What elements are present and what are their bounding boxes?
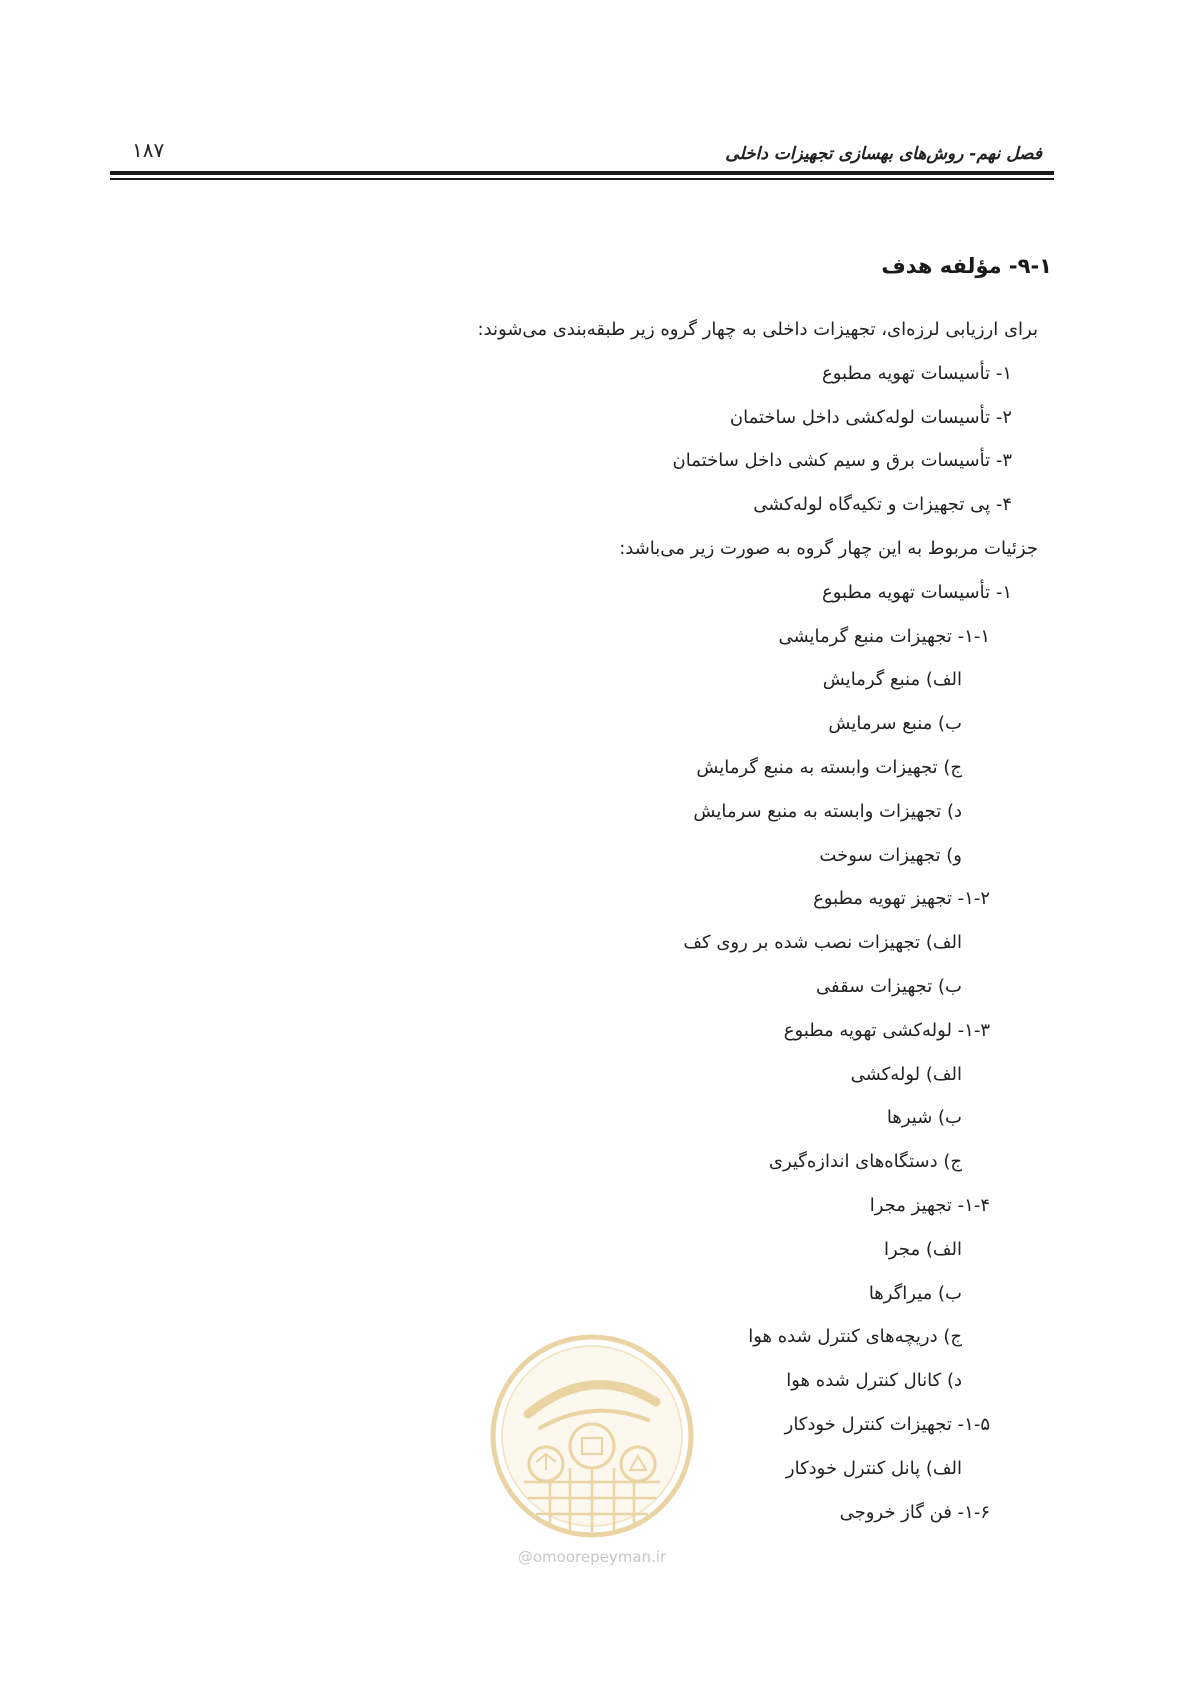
watermark-url: @omoorepeyman.ir (517, 1548, 667, 1566)
list-item: ۳- تأسیسات برق و سیم کشی داخل ساختمان (672, 450, 1012, 472)
sub-sub-list-item: ج) دستگاه‌های اندازه‌گیری (768, 1151, 962, 1173)
sub-sub-list-item: الف) مجرا (883, 1238, 962, 1260)
header-rule-thick (110, 171, 1054, 175)
sub-list-item: ۱-۴- تجهیز مجرا (869, 1195, 990, 1216)
sub-sub-list-item: ج) دریچه‌های کنترل شده هوا (748, 1326, 962, 1348)
header-rule-thin (110, 178, 1054, 180)
watermark (488, 1332, 696, 1572)
sub-sub-list-item: ب) منبع سرمایش (828, 713, 962, 735)
sub-sub-list-item: د) تجهیزات وابسته به منبع سرمایش (693, 800, 962, 822)
sub-sub-list-item: الف) تجهیزات نصب شده بر روی کف (683, 932, 962, 954)
sub-sub-list-item: ب) میراگرها (868, 1282, 962, 1304)
list-item: ۱- تأسیسات تهویه مطبوع (822, 362, 1012, 384)
sub-list-item: ۱-۵- تجهیزات کنترل خودکار (784, 1414, 990, 1435)
section-heading: ۹-۱- مؤلفه هدف (881, 254, 1052, 278)
paragraph-line: جزئیات مربوط به این چهار گروه به صورت زیر می‌باشد: (619, 538, 1038, 559)
sub-sub-list-item: الف) منبع گرمایش (822, 669, 962, 691)
list-item: ۲- تأسیسات لوله‌کشی داخل ساختمان (729, 406, 1012, 428)
watermark-logo-icon (488, 1332, 696, 1540)
sub-list-item: ۱-۲- تجهیز تهویه مطبوع (813, 888, 990, 910)
list-item: ۱- تأسیسات تهویه مطبوع (822, 581, 1012, 603)
paragraph-line: برای ارزیابی لرزه‌ای، تجهیزات داخلی به چهار گروه زیر طبقه‌بندی می‌شوند: (477, 319, 1038, 340)
sub-sub-list-item: د) کانال کنترل شده هوا (786, 1370, 962, 1392)
running-header: فصل نهم- روش‌های بهسازی تجهیزات داخلی (725, 144, 1042, 164)
sub-sub-list-item: الف) پانل کنترل خودکار (785, 1457, 962, 1479)
page-number: ۱۸۷ (132, 138, 165, 162)
sub-list-item: ۱-۳- لوله‌کشی تهویه مطبوع (783, 1019, 990, 1041)
sub-sub-list-item: ج) تجهیزات وابسته به منبع گرمایش (696, 757, 962, 778)
sub-sub-list-item: ب) شیرها (886, 1107, 962, 1129)
sub-sub-list-item: ب) تجهیزات سقفی (816, 976, 962, 997)
list-item: ۴- پی تجهیزات و تکیه‌گاه لوله‌کشی (753, 494, 1012, 516)
sub-sub-list-item: و) تجهیزات سوخت (819, 844, 962, 866)
sub-list-item: ۱-۱- تجهیزات منبع گرمایشی (778, 625, 990, 647)
sub-list-item: ۱-۶- فن گاز خروجی (839, 1501, 990, 1523)
sub-sub-list-item: الف) لوله‌کشی (850, 1063, 962, 1085)
